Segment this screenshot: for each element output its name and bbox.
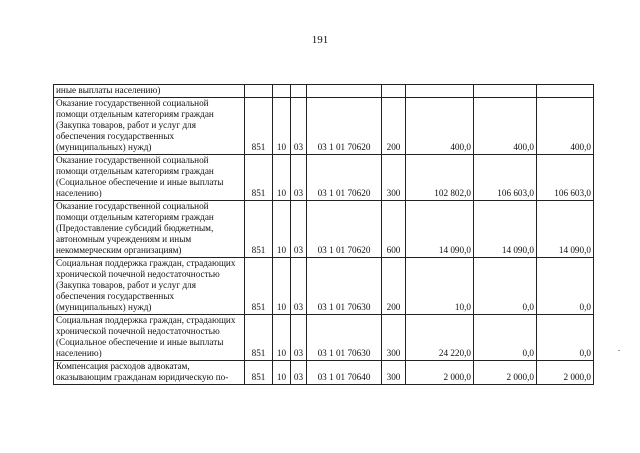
amount-year-3 [537, 85, 594, 98]
row-description: Социальная поддержка граждан, страдающих хронической почечной недостаточностью (Закупка товаров, работ и услуг для обеспечения государственных (муниципальных) нужд) [54, 258, 245, 315]
amount-year-2: 106 603,0 [474, 155, 537, 201]
scan-mark [618, 350, 620, 351]
expense-type-code: 300 [382, 155, 406, 201]
target-article-code: 03 1 01 70630 [307, 315, 382, 361]
amount-year-1: 2 000,0 [406, 361, 474, 385]
section-code: 10 [273, 315, 291, 361]
amount-year-3: 14 090,0 [537, 201, 594, 258]
ministry-code [245, 85, 273, 98]
row-description: Оказание государственной социальной помощи отдельным категориям граждан (Социальное обеспечение и иные выплаты населению) [54, 155, 245, 201]
amount-year-1: 10,0 [406, 258, 474, 315]
ministry-code: 851 [245, 98, 273, 155]
amount-year-1 [406, 85, 474, 98]
target-article-code [307, 85, 382, 98]
amount-year-3: 2 000,0 [537, 361, 594, 385]
subsection-code [291, 85, 307, 98]
page-number: 191 [311, 34, 329, 46]
subsection-code: 03 [291, 258, 307, 315]
budget-table [53, 84, 594, 385]
amount-year-1: 400,0 [406, 98, 474, 155]
target-article-code: 03 1 01 70620 [307, 201, 382, 258]
amount-year-1: 14 090,0 [406, 201, 474, 258]
ministry-code: 851 [245, 155, 273, 201]
amount-year-2: 2 000,0 [474, 361, 537, 385]
expense-type-code [382, 85, 406, 98]
table-row [54, 98, 594, 155]
target-article-code: 03 1 01 70640 [307, 361, 382, 385]
amount-year-2: 400,0 [474, 98, 537, 155]
ministry-code: 851 [245, 258, 273, 315]
amount-year-2 [474, 85, 537, 98]
table-row [54, 361, 594, 385]
subsection-code: 03 [291, 155, 307, 201]
amount-year-2: 0,0 [474, 315, 537, 361]
expense-type-code: 300 [382, 315, 406, 361]
amount-year-3: 106 603,0 [537, 155, 594, 201]
row-description: иные выплаты населению) [54, 85, 245, 98]
amount-year-3: 0,0 [537, 315, 594, 361]
amount-year-2: 14 090,0 [474, 201, 537, 258]
row-description: Компенсация расходов адвокатам, оказывающим гражданам юридическую по- [54, 361, 245, 385]
target-article-code: 03 1 01 70620 [307, 98, 382, 155]
section-code: 10 [273, 155, 291, 201]
table-row [54, 258, 594, 315]
target-article-code: 03 1 01 70630 [307, 258, 382, 315]
table-row [54, 315, 594, 361]
section-code: 10 [273, 201, 291, 258]
amount-year-3: 400,0 [537, 98, 594, 155]
expense-type-code: 600 [382, 201, 406, 258]
section-code [273, 85, 291, 98]
subsection-code: 03 [291, 315, 307, 361]
row-description: Социальная поддержка граждан, страдающих хронической почечной недостаточностью (Социальное обеспечение и иные выплаты населению) [54, 315, 245, 361]
section-code: 10 [273, 361, 291, 385]
amount-year-3: 0,0 [537, 258, 594, 315]
row-description: Оказание государственной социальной помощи отдельным категориям граждан (Предоставление субсидий бюджетным, автономным учреждениям и иным некоммерческим организациям) [54, 201, 245, 258]
expense-type-code: 300 [382, 361, 406, 385]
subsection-code: 03 [291, 98, 307, 155]
table-row [54, 155, 594, 201]
amount-year-1: 102 802,0 [406, 155, 474, 201]
ministry-code: 851 [245, 315, 273, 361]
amount-year-1: 24 220,0 [406, 315, 474, 361]
table-row [54, 201, 594, 258]
section-code: 10 [273, 98, 291, 155]
subsection-code: 03 [291, 201, 307, 258]
target-article-code: 03 1 01 70620 [307, 155, 382, 201]
ministry-code: 851 [245, 361, 273, 385]
expense-type-code: 200 [382, 98, 406, 155]
amount-year-2: 0,0 [474, 258, 537, 315]
subsection-code: 03 [291, 361, 307, 385]
table-row [54, 85, 594, 98]
row-description: Оказание государственной социальной помощи отдельным категориям граждан (Закупка товаров, работ и услуг для обеспечения государственных (муниципальных) нужд) [54, 98, 245, 155]
expense-type-code: 200 [382, 258, 406, 315]
ministry-code: 851 [245, 201, 273, 258]
section-code: 10 [273, 258, 291, 315]
